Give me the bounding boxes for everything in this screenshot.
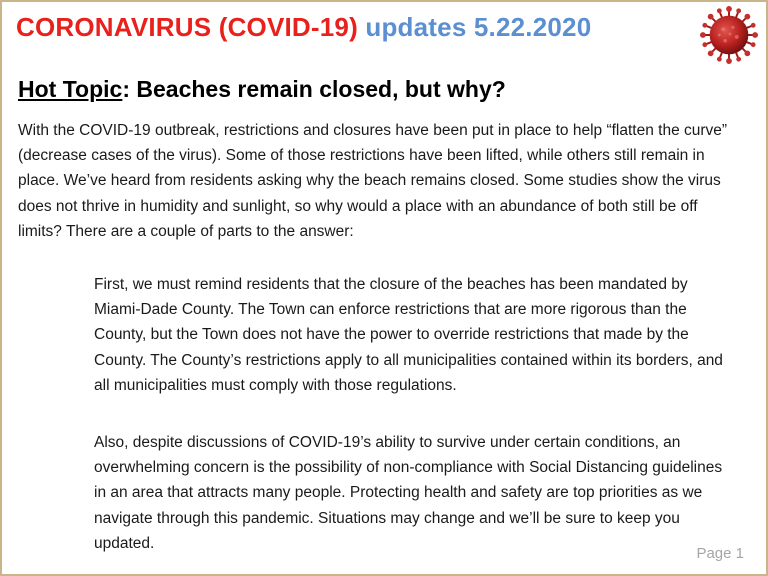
header-title-red: CORONAVIRUS (COVID-19) [16, 12, 358, 42]
page-number: Page 1 [696, 545, 744, 562]
hot-topic-label: Hot Topic [18, 76, 123, 102]
paragraph-social-distancing: Also, despite discussions of COVID-19’s ability to survive under certain conditions, an overwhelming concern is the possibility of non-compliance with Social Distancing guidelines in an area that attracts many people. Protecting health and safety are top priorities as we navigate through this pandemic. Situations may change and we’ll be sure to keep you updated. [94, 434, 723, 552]
hot-topic-heading [18, 76, 506, 103]
coronavirus-icon [700, 6, 758, 64]
hot-topic-title: : Beaches remain closed, but why? [122, 76, 506, 102]
page-header [16, 12, 591, 43]
header-title-blue: updates 5.22.2020 [365, 12, 592, 42]
intro-paragraph: With the COVID-19 outbreak, restrictions and closures have been put in place to help “flatten the curve” (decrease cases of the virus). Some of those restrictions have been lifted, while others still remain in place. We’ve heard from residents asking why the beach remains closed. Some studies show the virus does not thrive in humidity and sunlight, so why would a place with an abundance of both still be off limits? There are a couple of parts to the answer: [18, 122, 728, 240]
paragraph-county-mandate: First, we must remind residents that the closure of the beaches has been mandated by Miami-Dade County. The Town can enforce restrictions that are more rigorous than the County, but the Town does not have the power to override restrictions that made by the County. The County’s restrictions apply to all municipalities contained within its borders, and all municipalities must comply with those regulations. [94, 276, 723, 394]
